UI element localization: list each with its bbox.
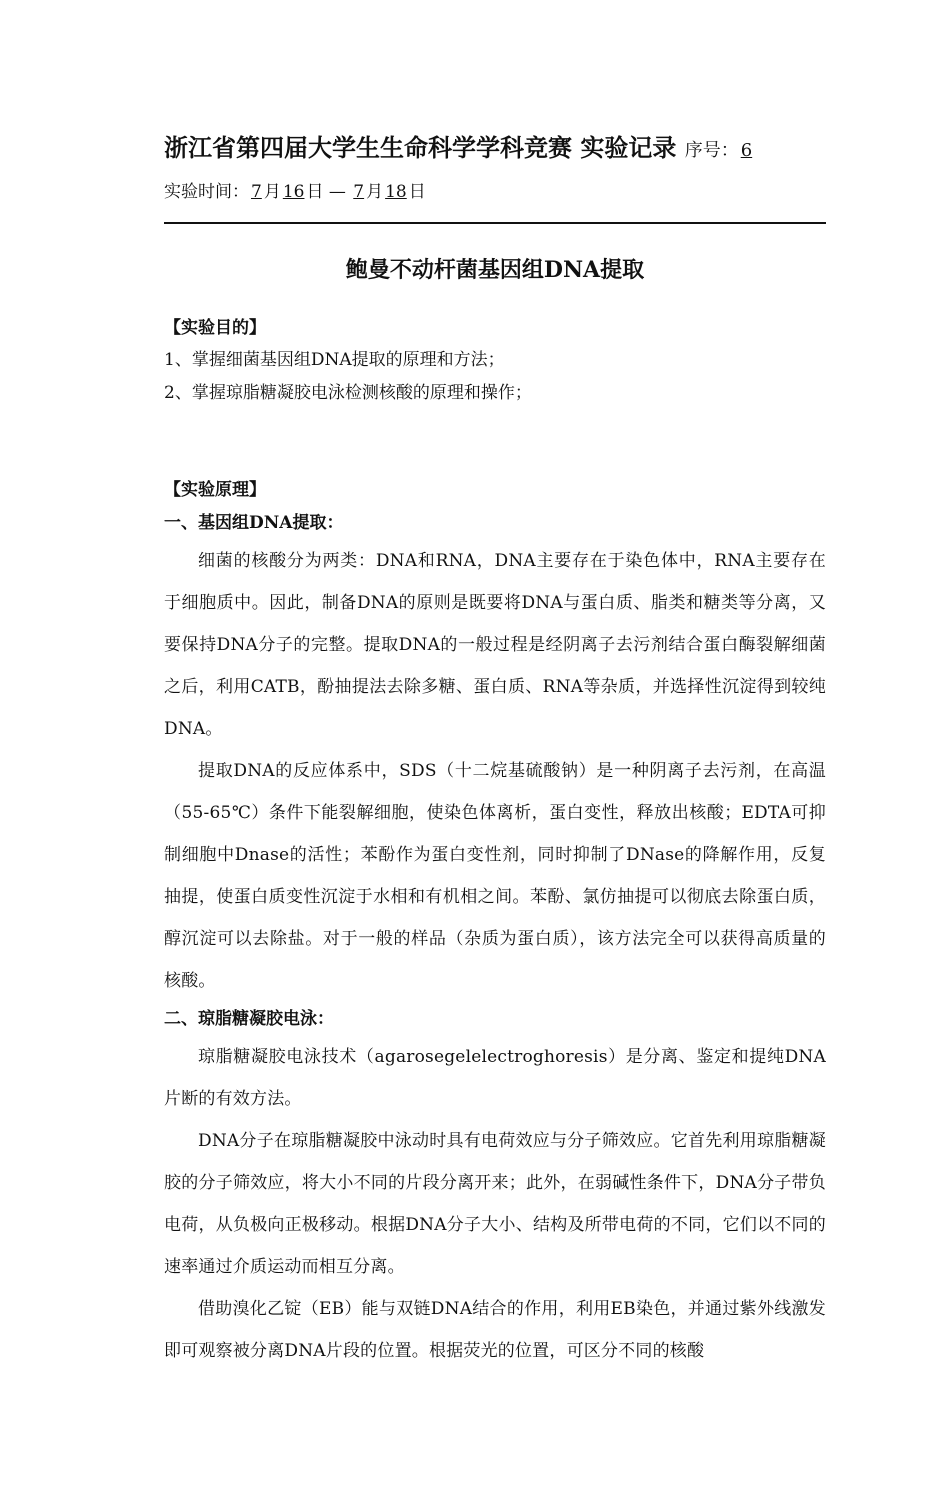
month-char: 月 <box>263 182 281 202</box>
serial-value: 6 <box>740 140 753 161</box>
paragraph: 借助溴化乙锭（EB）能与双链DNA结合的作用，利用EB染色，并通过紫外线激发即可观察被分离DNA片段的位置。根据荧光的位置，可区分不同的核酸 <box>164 1299 826 1361</box>
principle-part2-title: 二、琼脂糖凝胶电泳： <box>164 1009 334 1029</box>
date-dash: — <box>323 182 352 202</box>
end-day: 18 <box>385 182 407 202</box>
time-label: 实验时间： <box>164 182 249 202</box>
document-body <box>164 312 826 1372</box>
start-day: 16 <box>282 182 305 202</box>
end-month: 7 <box>353 182 365 202</box>
paragraph: 琼脂糖凝胶电泳技术（agarosegelelectroghoresis）是分离、鉴定和提纯DNA片断的有效方法。 <box>164 1047 826 1109</box>
objective-item: 1、掌握细菌基因组DNA提取的原理和方法； <box>164 350 505 370</box>
day-char-2: 日 <box>408 182 426 202</box>
record-title: 浙江省第四届大学生生命科学学科竞赛 实验记录 <box>164 133 677 162</box>
document-title: 鲍曼不动杆菌基因组DNA提取 <box>345 257 645 283</box>
paragraph: 提取DNA的反应体系中，SDS（十二烷基硫酸钠）是一种阴离子去污剂，在高温（55-65℃）条件下能裂解细胞，使染色体离析，蛋白变性，释放出核酸；EDTA可抑制细胞中Dnase的活性；苯酚作为蛋白变性剂，同时抑制了DNase的降解作用，反复抽提，使蛋白质变性沉淀于水相和有机相之间。苯酚、氯仿抽提可以彻底去除蛋白质，醇沉淀可以去除盐。对于一般的样品（杂质为蛋白质），该方法完全可以获得高质量的核酸。 <box>164 761 826 991</box>
principle-heading: 【实验原理】 <box>164 480 266 500</box>
section-spacer <box>164 410 826 474</box>
record-title-line <box>164 128 826 171</box>
header-divider <box>164 222 826 224</box>
month-char-2: 月 <box>366 182 384 202</box>
objective-item: 2、掌握琼脂糖凝胶电泳检测核酸的原理和操作； <box>164 383 532 403</box>
start-month: 7 <box>251 182 262 202</box>
principle-part1-title: 一、基因组DNA提取： <box>164 513 344 533</box>
objective-heading: 【实验目的】 <box>164 318 266 338</box>
record-header <box>164 128 826 207</box>
experiment-time <box>164 177 826 207</box>
paragraph: 细菌的核酸分为两类：DNA和RNA，DNA主要存在于染色体中，RNA主要存在于细胞质中。因此，制备DNA的原则是既要将DNA与蛋白质、脂类和糖类等分离，又要保持DNA分子的完整。提取DNA的一般过程是经阴离子去污剂结合蛋白酶裂解细菌之后，利用CATB，酚抽提法去除多糖、蛋白质、RNA等杂质，并选择性沉淀得到较纯DNA。 <box>164 551 826 739</box>
paragraph: DNA分子在琼脂糖凝胶中泳动时具有电荷效应与分子筛效应。它首先利用琼脂糖凝胶的分子筛效应，将大小不同的片段分离开来；此外，在弱碱性条件下，DNA分子带负电荷，从负极向正极移动。根据DNA分子大小、结构及所带电荷的不同，它们以不同的速率通过介质运动而相互分离。 <box>164 1131 826 1277</box>
day-char: 日 <box>306 182 324 202</box>
serial-label: 序号： <box>684 140 739 161</box>
